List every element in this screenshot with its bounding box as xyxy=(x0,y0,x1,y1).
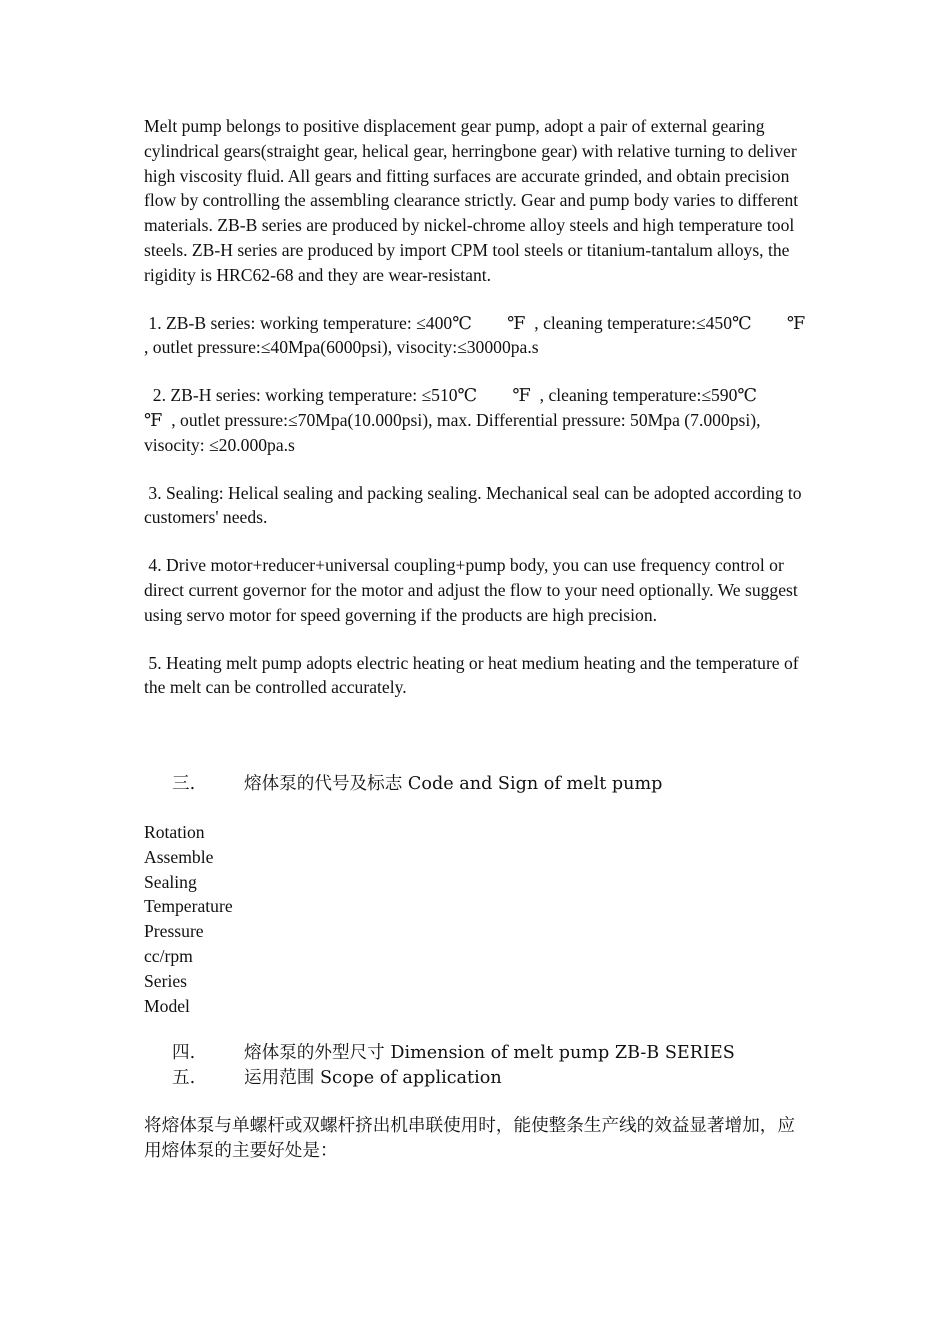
label-temperature: Temperature xyxy=(144,896,233,917)
section-4-heading xyxy=(144,1041,812,1066)
closing-paragraph: 将熔体泵与单螺杆或双螺杆挤出机串联使用时，能使整条生产线的效益显著增加，应用熔体泵的主要好处是： xyxy=(144,1115,795,1161)
item-1: 1. ZB-B series: working temperature: ≤400℃ ℉ , cleaning temperature:≤450℃ ℉ , outlet pressure:≤40Mpa(6000psi), visocity:≤30000pa.s xyxy=(144,312,815,358)
label-cc-rpm: cc/rpm xyxy=(144,945,193,966)
item-2: 2. ZB-H series: working temperature: ≤510℃ ℉ , cleaning temperature:≤590℃ ℉ , outlet pressure:≤70Mpa(10.000psi), max. Differential pressure: 50Mpa (7.000psi), visocity: ≤20.000pa.s xyxy=(144,385,802,455)
section-4-title: 熔体泵的外型尺寸 Dimension of melt pump ZB-B SERIES xyxy=(244,1043,735,1064)
item-3: 3. Sealing: Helical sealing and packing sealing. Mechanical seal can be adopted according to customers' needs. xyxy=(144,482,806,528)
label-rotation: Rotation xyxy=(144,821,205,842)
section-4-number: 四. xyxy=(172,1043,196,1064)
label-sealing: Sealing xyxy=(144,871,197,892)
section-3-number: 三. xyxy=(172,774,196,795)
document-page xyxy=(144,114,815,1164)
intro-paragraph: Melt pump belongs to positive displacement gear pump, adopt a pair of external gearing cylindrical gears(straight gear, helical gear, herringbone gear) with relative turning to deliver high viscosity fluid. All gears and fitting surfaces are accurate grinded, and obtain precision flow by controlling the assembling clearance strictly. Gear and pump body varies to different materials. ZB-B series are produced by nickel-chrome alloy steels and high temperature tool steels. ZB-H series are produced by import CPM tool steels or titanium-tantalum alloys, the rigidity is HRC62-68 and they are wear-resistant. xyxy=(144,116,803,285)
label-model: Model xyxy=(144,995,190,1016)
section-5-number: 五. xyxy=(172,1068,196,1089)
label-series: Series xyxy=(144,970,187,991)
section-3-heading xyxy=(144,772,812,797)
item-4: 4. Drive motor+reducer+universal coupling+pump body, you can use frequency control or direct current governor for the motor and adjust the flow to your need optionally. We suggest using servo motor for speed governing if the products are high precision. xyxy=(144,555,803,625)
code-label-list xyxy=(144,820,812,1018)
label-assemble: Assemble xyxy=(144,846,214,867)
label-pressure: Pressure xyxy=(144,921,204,942)
section-5-title: 运用范围 Scope of application xyxy=(244,1068,502,1089)
section-5-heading xyxy=(144,1066,812,1091)
item-5: 5. Heating melt pump adopts electric heating or heat medium heating and the temperature of the melt can be controlled accurately. xyxy=(144,652,804,698)
section-3-title: 熔体泵的代号及标志 Code and Sign of melt pump xyxy=(244,774,663,795)
